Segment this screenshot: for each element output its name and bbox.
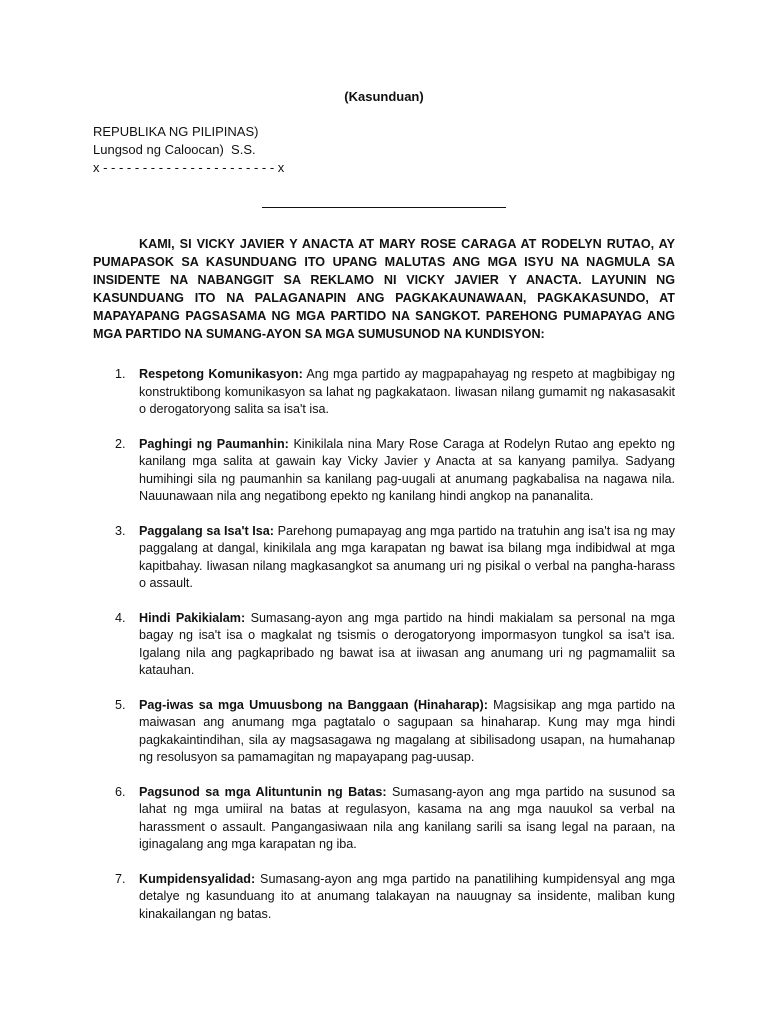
item-text: Magsisikap ang mga partido na maiwasan ang anumang mga pagtatalo o sagupaan sa hinaharap. Kung may mga hindi pagkakaintindihan, sila ay magsasagawa ng magalang at sibilisadong usapan, na humahanap ng resolusyon sa pamamagitan ng mapayapang pag-uusap.	[139, 697, 675, 764]
case-caption	[93, 123, 284, 177]
item-text: Sumasang-ayon ang mga partido na hindi makialam sa personal na mga bagay ng isa't isa o magkalat ng tsismis o derogatoryong impormasyon tungkol sa isa't isa. Igalang nila ang pagkapribado ng bawat isa at iiwasan ang anumang uri ng pagmamaliit sa katauhan.	[139, 610, 675, 677]
condition-item	[93, 436, 675, 506]
caption-republic: REPUBLIKA NG PILIPINAS)	[93, 124, 259, 139]
item-text: Ang mga partido ay magpapahayag ng respeto at magbibigay ng konstruktibong komunikasyon sa lahat ng pagkakataon. Iiwasan nilang gumamit ng nakasasakit o derogatoryong salita sa isa't isa.	[139, 367, 675, 416]
condition-item	[93, 610, 675, 680]
condition-item	[93, 366, 675, 419]
conditions-list	[93, 366, 675, 940]
caption-separator: x - - - - - - - - - - - - - - - - - - - - - - x	[93, 160, 285, 175]
item-heading: Respetong Komunikasyon:	[139, 367, 303, 381]
item-heading: Paghingi ng Paumanhin:	[139, 436, 289, 451]
item-number: 2.	[115, 436, 126, 451]
item-number: 4.	[115, 610, 126, 625]
intro-paragraph: KAMI, SI VICKY JAVIER Y ANACTA AT MARY ROSE CARAGA AT RODELYN RUTAO, AY PUMAPASOK SA KASUNDUANG ITO UPANG MALUTAS ANG MGA ISYU NA NAGMULA SA INSIDENTE NA NABANGGIT SA REKLAMO NI VICKY JAVIER Y ANACTA. LAYUNIN NG KASUNDUANG ITO NA PALAGANAPIN ANG PAGKAKAUNAWAAN, PAGKAKASUNDO, AT MAPAYAPANG PAGSASAMA NG MGA PARTIDO NA SANGKOT. PAREHONG PUMAPAYAG ANG MGA PARTIDO NA SUMANG-AYON SA MGA SUMUSUNOD NA KUNDISYON:	[93, 237, 675, 341]
caption-city: Lungsod ng Caloocan) S.S.	[93, 142, 256, 157]
item-number: 1.	[115, 367, 126, 381]
document-title: (Kasunduan)	[344, 89, 424, 104]
item-text: Parehong pumapayag ang mga partido na tratuhin ang isa't isa ng may paggalang at dangal, kinikilala ang mga karapatan ng bawat isa bilang mga indibidwal at mga kapitbahay. Iiwasan nilang magkasangkot sa anumang uri ng pisikal o verbal na pangha-harass o assault.	[139, 523, 675, 590]
item-number: 6.	[115, 784, 126, 799]
item-text: Kinikilala nina Mary Rose Caraga at Rodelyn Rutao ang epekto ng kanilang mga salita at gawain kay Vicky Javier y Anacta at sa kanyang pamilya. Sadyang humihingi sila ng paumanhin sa kanilang pag-uugali at anumang pagkabalisa na nagawa nila. Nauunawaan nila ang negatibong epekto ng kanilang hindi angkop na pananalita.	[139, 436, 675, 503]
item-heading: Paggalang sa Isa't Isa:	[139, 523, 274, 538]
item-number: 3.	[115, 523, 126, 538]
title-underline	[262, 207, 506, 208]
item-number: 7.	[115, 871, 126, 886]
item-text: Sumasang-ayon ang mga partido na susunod sa lahat ng mga umiiral na batas at regulasyon, kasama na ang mga nauukol sa verbal na harassment o assault. Pangangasiwaan nila ang kanilang sarili sa isang legal na paraan, na iginagalang ang mga karapatan ng iba.	[139, 784, 675, 851]
condition-item	[93, 697, 675, 767]
item-number: 5.	[115, 697, 126, 712]
item-heading: Kumpidensyalidad:	[139, 871, 256, 886]
condition-item	[93, 784, 675, 854]
item-heading: Pag-iwas sa mga Umuusbong na Banggaan (Hinaharap):	[139, 697, 488, 712]
condition-item	[93, 523, 675, 593]
item-heading: Pagsunod sa mga Alituntunin ng Batas:	[139, 784, 387, 799]
item-heading: Hindi Pakikialam:	[139, 610, 246, 625]
condition-item	[93, 871, 675, 924]
item-text: Sumasang-ayon ang mga partido na panatilihing kumpidensyal ang mga detalye ng kasunduang ito at anumang talakayan na nauugnay sa insidente, maliban kung kinakailangan ng batas.	[139, 871, 675, 921]
